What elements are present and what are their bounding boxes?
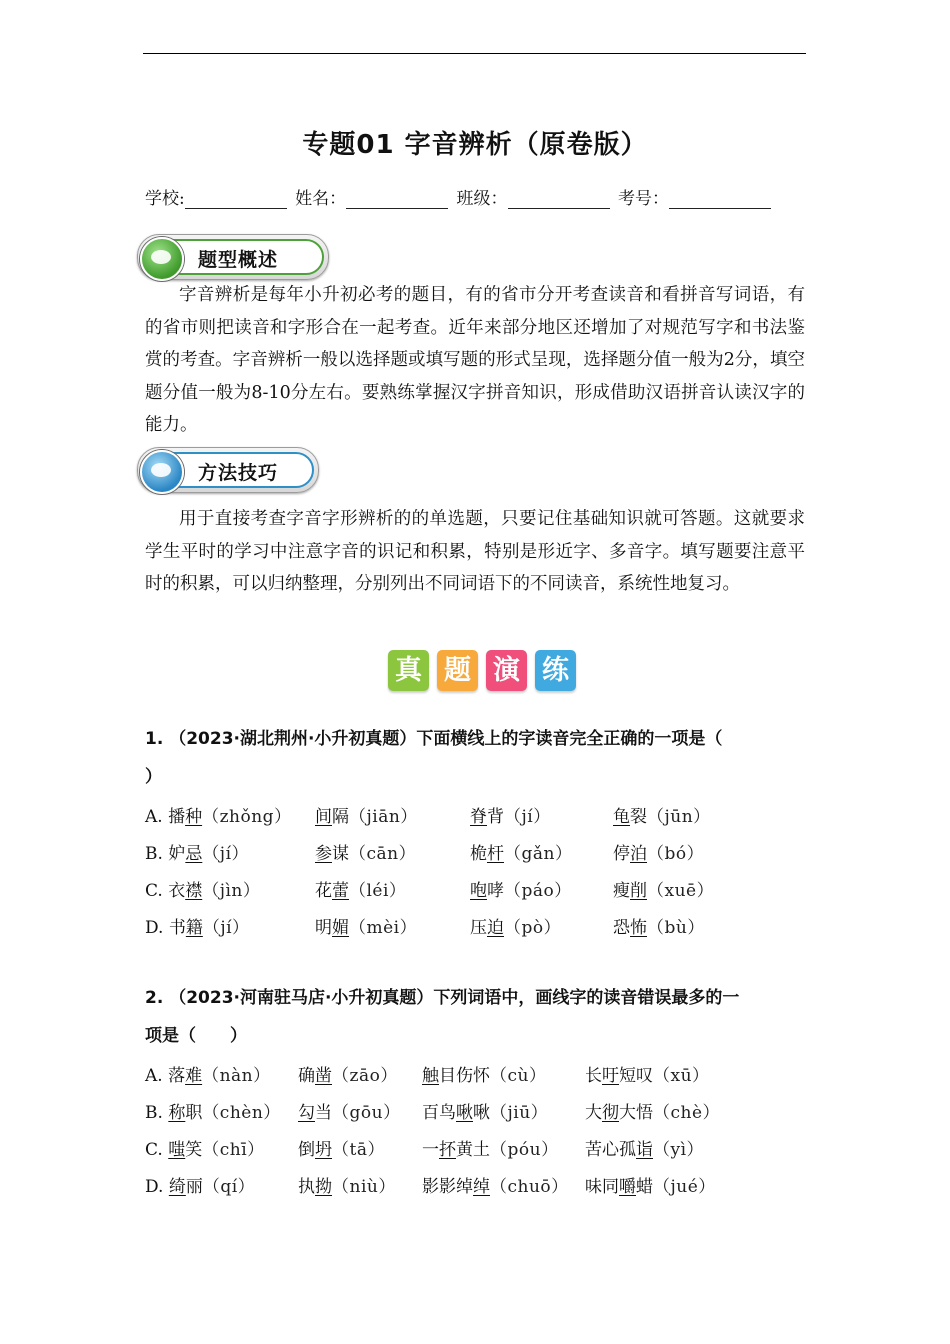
pinyin: （gǎn） (504, 844, 573, 864)
speech-bubble-icon (140, 450, 184, 494)
tile-lian: 练 (535, 650, 576, 691)
underlined-char: 难 (185, 1066, 203, 1086)
option-a-word-2: 间隔（jiān） (315, 807, 418, 827)
tile-yan: 演 (486, 650, 527, 691)
underlined-char: 啾 (456, 1103, 473, 1123)
option-d-word-4: 恐怖（bù） (613, 918, 705, 938)
pinyin: （cù） (490, 1066, 547, 1086)
pinyin: （niù） (332, 1177, 396, 1197)
option-d-word-3: 影影绰绰（chuō） (422, 1177, 569, 1197)
underlined-char: 削 (630, 881, 647, 901)
underlined-char: 蕾 (332, 881, 349, 901)
pinyin: （qí） (202, 1177, 256, 1197)
option-b-word-4: 大彻大悟（chè） (585, 1103, 721, 1123)
underlined-char: 泊 (630, 844, 647, 864)
pinyin: （xuē） (647, 881, 715, 901)
number-blank[interactable] (669, 190, 771, 209)
pinyin: （chè） (653, 1103, 721, 1123)
underlined-char: 龟 (613, 807, 630, 827)
section-label-overview: 题型概述 (198, 249, 279, 271)
option-d-word-1: D. 绮丽（qí） (145, 1177, 256, 1197)
underlined-char: 抔 (439, 1140, 456, 1160)
option-b-word-2: 勾当（gōu） (298, 1103, 401, 1123)
option-c-word-4: 苦心孤诣（yì） (585, 1140, 705, 1160)
underlined-char: 嗤 (168, 1140, 186, 1160)
class-blank[interactable] (508, 190, 610, 209)
underlined-char: 勾 (298, 1103, 315, 1123)
pinyin: （jí） (202, 844, 250, 864)
pinyin: （páo） (504, 881, 572, 901)
number-label: 考号： (617, 189, 669, 209)
option-a-word-4: 长吁短叹（xū） (585, 1066, 710, 1086)
option-b-word-1: B. 妒忌（jí） (145, 844, 250, 864)
underlined-char: 忌 (185, 844, 203, 864)
pinyin: （tā） (332, 1140, 385, 1160)
header-rule (143, 53, 806, 54)
underlined-char: 籍 (185, 918, 203, 938)
option-d-word-2: 明媚（mèi） (315, 918, 418, 938)
class-label: 班级： (456, 189, 508, 209)
underlined-char: 触 (422, 1066, 439, 1086)
option-b-word-2: 参谋（cān） (315, 844, 417, 864)
option-c-word-2: 倒坍（tā） (298, 1140, 385, 1160)
pinyin: （yì） (653, 1140, 705, 1160)
underlined-char: 咆 (470, 881, 487, 901)
tile-zhen: 真 (388, 650, 429, 691)
pinyin: （mèi） (349, 918, 418, 938)
underlined-char: 诣 (636, 1140, 653, 1160)
option-a-word-1: A. 落难（nàn） (145, 1066, 271, 1086)
name-label: 姓名： (295, 189, 347, 209)
pinyin: （xū） (653, 1066, 710, 1086)
underlined-char: 媚 (332, 918, 349, 938)
pinyin: （nàn） (202, 1066, 271, 1086)
section-text-method: 用于直接考查字音字形辨析的的单选题，只要记住基础知识就可答题。这就要求学生平时的学习中注意字音的识记和积累，特别是形近字、多音字。填写题要注意平时的积累，可以归纳整理，分别列出不同词语下的不同读音，系统性地复习。 (145, 509, 805, 594)
pinyin: （léi） (349, 881, 407, 901)
option-b-word-3: 桅杆（gǎn） (470, 844, 573, 864)
option-d-word-4: 味同嚼蜡（jué） (585, 1177, 716, 1197)
option-a-word-4: 龟裂（jūn） (613, 807, 711, 827)
pinyin: （jí） (504, 807, 551, 827)
option-d-word-1: D. 书籍（jí） (145, 918, 250, 938)
option-c-word-2: 花蕾（léi） (315, 881, 407, 901)
pinyin: （jìn） (202, 881, 261, 901)
option-c-word-3: 咆哮（páo） (470, 881, 572, 901)
option-a-word-2: 确凿（zāo） (298, 1066, 398, 1086)
option-d-word-2: 执拗（niù） (298, 1177, 396, 1197)
pinyin: （chuō） (490, 1177, 569, 1197)
underlined-char: 拗 (315, 1177, 332, 1197)
school-label: 学校: (145, 189, 185, 209)
pinyin: （jí） (202, 918, 250, 938)
underlined-char: 怖 (630, 918, 647, 938)
pinyin: （jiū） (490, 1103, 549, 1123)
underlined-char: 脊 (470, 807, 487, 827)
page-title: 专题01 字音辨析（原卷版） (302, 130, 648, 160)
underlined-char: 迫 (487, 918, 504, 938)
section-badge-overview (137, 234, 329, 280)
underlined-char: 杆 (487, 844, 504, 864)
option-c-word-4: 瘦削（xuē） (613, 881, 715, 901)
option-a-word-1: A. 播种（zhǒng） (145, 807, 292, 827)
pinyin: （cān） (349, 844, 417, 864)
underlined-char: 嚼 (619, 1177, 636, 1197)
pinyin: （chèn） (202, 1103, 281, 1123)
pinyin: （gōu） (332, 1103, 401, 1123)
pinyin: （jué） (653, 1177, 716, 1197)
section-badge-method (137, 447, 319, 493)
pinyin: （jiān） (349, 807, 418, 827)
option-a-word-3: 脊背（jí） (470, 807, 551, 827)
name-blank[interactable] (346, 190, 448, 209)
option-c-word-1: C. 衣襟（jìn） (145, 881, 261, 901)
underlined-char: 间 (315, 807, 332, 827)
option-d-word-3: 压迫（pò） (470, 918, 562, 938)
option-a-word-3: 触目伤怀（cù） (422, 1066, 547, 1086)
option-b-word-1: B. 称职（chèn） (145, 1103, 281, 1123)
pinyin: （póu） (490, 1140, 559, 1160)
practice-tiles (388, 650, 576, 691)
section-text-overview: 字音辨析是每年小升初必考的题目，有的省市分开考查读音和看拼音写词语，有的省市则把读音和字形合在一起考查。近年来部分地区还增加了对规范写字和书法鉴赏的考查。字音辨析一般以选择题或填写题的形式呈现，选择题分值一般为2分，填空题分值一般为8-10分左右。要熟练掌握汉字拼音知识，形成借助汉语拼音认读汉字的能力。 (145, 285, 805, 435)
underlined-char: 参 (315, 844, 332, 864)
option-b-word-4: 停泊（bó） (613, 844, 705, 864)
underlined-char: 绰 (473, 1177, 490, 1197)
pinyin: （chī） (202, 1140, 265, 1160)
underlined-char: 襟 (185, 881, 203, 901)
question-1-head: 1. （2023·湖北荆州·小升初真题）下面横线上的字读音完全正确的一项是（ ） (145, 729, 723, 787)
underlined-char: 称 (168, 1103, 186, 1123)
pinyin: （pò） (504, 918, 562, 938)
speech-bubble-icon (140, 237, 184, 281)
school-blank[interactable] (185, 190, 287, 209)
pinyin: （zhǒng） (202, 807, 292, 827)
question-2-head: 2. （2023·河南驻马店·小升初真题）下列词语中，画线字的读音错误最多的一 项是（ ） (145, 988, 740, 1046)
underlined-char: 种 (185, 807, 203, 827)
underlined-char: 坍 (315, 1140, 332, 1160)
underlined-char: 凿 (315, 1066, 332, 1086)
option-b-word-3: 百鸟啾啾（jiū） (422, 1103, 549, 1123)
tile-ti: 题 (437, 650, 478, 691)
pinyin: （jūn） (647, 807, 711, 827)
option-c-word-3: 一抔黄土（póu） (422, 1140, 559, 1160)
pinyin: （bó） (647, 844, 705, 864)
pinyin: （bù） (647, 918, 705, 938)
underlined-char: 彻 (602, 1103, 619, 1123)
pinyin: （zāo） (332, 1066, 398, 1086)
underlined-char: 吁 (602, 1066, 619, 1086)
underlined-char: 绮 (168, 1177, 186, 1197)
student-info-row (145, 184, 774, 209)
section-label-method: 方法技巧 (198, 462, 279, 484)
option-c-word-1: C. 嗤笑（chī） (145, 1140, 265, 1160)
